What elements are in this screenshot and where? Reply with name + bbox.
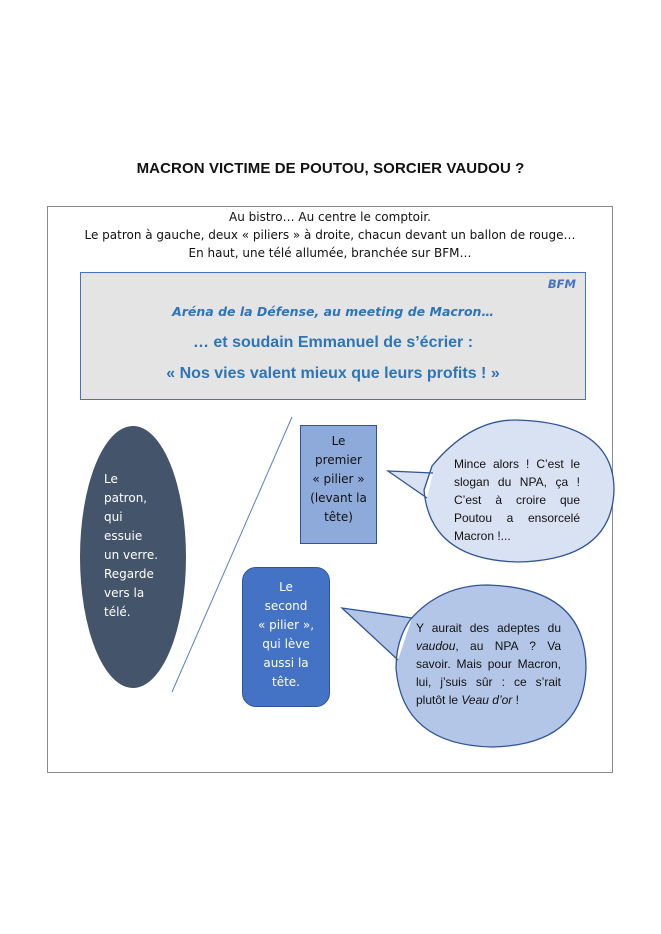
patron-line: télé. bbox=[104, 605, 131, 619]
bubble2-part-2: , au NPA ? Va savoir. Mais pour Macron, lui, j’suis sûr : ce s’rait plutôt le bbox=[416, 639, 561, 707]
speech-bubble-1-text: Mince alors ! C’est le slogan du NPA, ça ! C’est à croire que Poutou a ensorcelé Macron !... bbox=[454, 457, 580, 543]
bubble2-part-3: ! bbox=[512, 693, 519, 707]
pilier2-line: tête. bbox=[272, 675, 300, 689]
pilier2-line: second bbox=[264, 599, 308, 613]
intro-line-3: En haut, une télé allumée, branchée sur BFM… bbox=[188, 246, 472, 260]
intro-line-2: Le patron à gauche, deux « piliers » à droite, chacun devant un ballon de rouge… bbox=[84, 228, 576, 242]
pilier1-line: premier bbox=[314, 453, 362, 467]
speech-bubble-2-text bbox=[416, 619, 561, 709]
bubble2-vaudou: vaudou bbox=[416, 639, 456, 653]
pilier2-line: aussi la bbox=[263, 656, 309, 670]
pilier2-line: « pilier », bbox=[257, 618, 315, 632]
tv-caption-line-1: Aréna de la Défense, au meeting de Macron… bbox=[172, 304, 494, 319]
patron-line: Le bbox=[104, 472, 118, 486]
pilier2-line: Le bbox=[279, 580, 293, 594]
patron-line: essuie bbox=[104, 529, 143, 543]
patron-line: Regarde bbox=[104, 567, 154, 581]
second-pilier-box bbox=[242, 567, 330, 707]
tv-channel-label: BFM bbox=[547, 277, 576, 291]
patron-line: patron, bbox=[104, 491, 148, 505]
pilier2-line: qui lève bbox=[262, 637, 310, 651]
tv-caption-line-3: « Nos vies valent mieux que leurs profits ! » bbox=[166, 365, 500, 382]
patron-line: un verre. bbox=[104, 548, 159, 562]
pilier1-line: tête) bbox=[324, 510, 353, 524]
first-pilier-box bbox=[300, 425, 377, 544]
bubble2-veau-dor: Veau d’or bbox=[461, 693, 513, 707]
pilier1-line: Le bbox=[331, 434, 346, 448]
pilier1-line: « pilier » bbox=[312, 472, 365, 486]
patron-line: vers la bbox=[104, 586, 145, 600]
intro-line-1: Au bistro… Au centre le comptoir. bbox=[229, 210, 431, 224]
document-title: MACRON VICTIME DE POUTOU, SORCIER VAUDOU ? bbox=[136, 160, 525, 177]
tv-caption-line-2: … et soudain Emmanuel de s’écrier : bbox=[192, 334, 474, 351]
bubble2-part-1: Y aurait des adeptes du bbox=[416, 621, 561, 635]
patron-line: qui bbox=[104, 510, 123, 524]
patron-ellipse bbox=[80, 426, 186, 688]
pilier1-line: (levant la bbox=[310, 491, 367, 505]
